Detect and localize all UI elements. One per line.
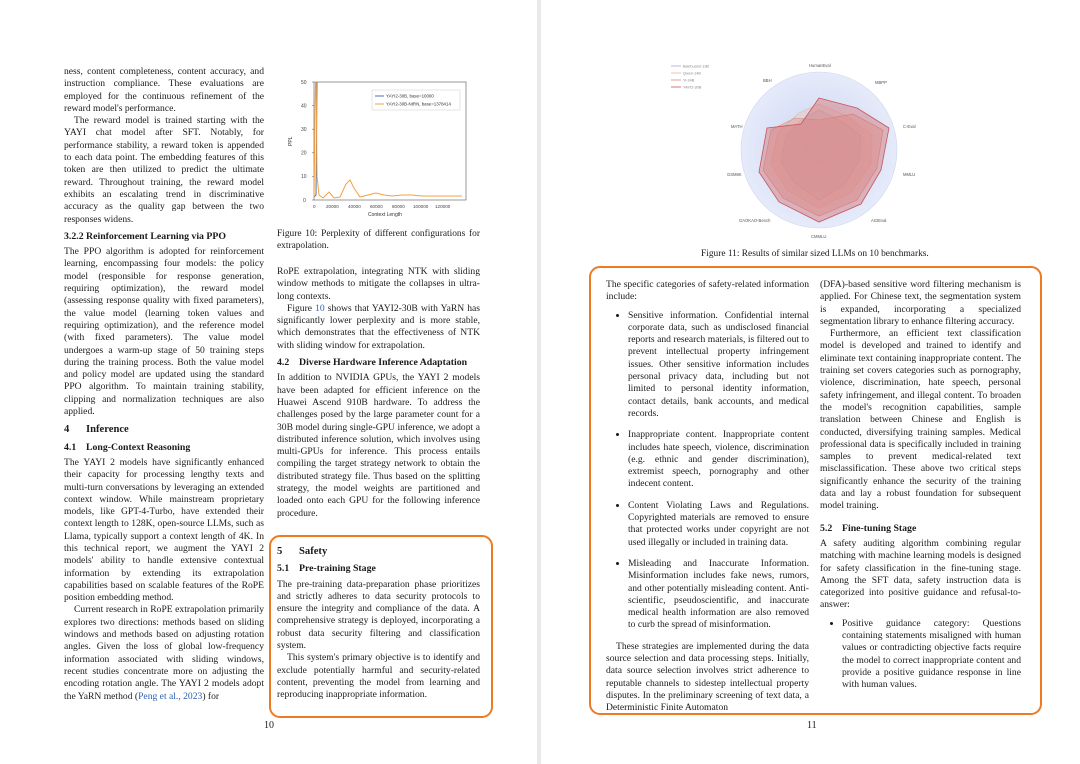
heading-4-2: 4.2 Diverse Hardware Inference Adaptation — [277, 357, 468, 369]
axis-cmmlu: CMMLU — [811, 234, 827, 239]
citation-link[interactable]: Peng et al., 2023 — [138, 690, 203, 702]
heading-5-2: 5.2 Fine-tuning Stage — [820, 522, 917, 534]
x-tick: 60000 — [370, 204, 383, 209]
highlight-box-safety — [269, 535, 493, 718]
x-tick: 100000 — [413, 204, 429, 209]
svg-text:Yi-34B: Yi-34B — [683, 78, 695, 83]
list-item: • Positive guidance category: Questions containing statements misaligned with human values or contradicting objective facts require the model to correct inappropriate content and provide a positive guidance response in line with human values. — [842, 618, 1021, 692]
figure-10 — [280, 76, 476, 226]
figure-11-caption: Figure 11: Results of similar sized LLMs on 10 benchmarks. — [701, 249, 929, 259]
axis-agieval: AGIEval — [871, 218, 887, 223]
list-item: • Inappropriate content. Inappropriate content includes hate speech, violence, discrimination (e.g. ethnic and gender discrimination), extremist speech, pornography and other indecent content. — [628, 429, 809, 490]
paragraph-rope: Current research in RoPE extrapolation primarily explores two directions: methods based on sliding windows and methods based on adjusting rotation angles. Given the loss of global low-frequency information associated with sliding windows, recent studies concentrate more on adjusting the encoding rotation angle. The YAYI 2 models adopt the YaRN method (Peng et al., 2023) for — [64, 604, 264, 702]
list-item: • Content Violating Laws and Regulations. Copyrighted materials are removed to ensure that protected works under copyright are not used illegally or included in training data. — [628, 500, 809, 549]
left-column-1 — [64, 66, 264, 703]
perplexity-chart — [280, 76, 476, 226]
page-number-10: 10 — [264, 720, 274, 731]
paragraph-ppo: The PPO algorithm is adopted for reinforcement learning, encompassing four models: the policy model (responsible for response generation, requiring optimization), the reward model (assessing response quality with fixed parameters), the value model (learning token values and requiring optimization), and the reference model (with fixed parameters). The value model undergoes a warm-up stage of 50 training steps during the training process. Both the value model and policy model are updated using the standard PPO algorithm. To maintain training stability, clipping and normalization techniques are also applied. — [64, 246, 264, 418]
svg-text:Baichuan2-13B: Baichuan2-13B — [683, 64, 709, 69]
list-item: • Misleading and Inaccurate Information. Misinformation includes fake news, rumors, and other potentially misleading content. Anti-scientific, pseudoscientific, and inaccurate medical health information are also removed to curb the spread of misinformation. — [628, 558, 809, 632]
x-tick: 80000 — [392, 204, 405, 209]
paragraph-figure-ref: Figure 10 shows that YAYI2-30B with YaRN has significantly lower perplexity and is more stable, which demonstrates that the effectiveness of NTK with sliding window for extrapolation. — [277, 302, 480, 351]
axis-gaokao: GAOKAO-Bench — [739, 218, 771, 223]
y-tick: 30 — [301, 127, 307, 133]
x-tick: 120000 — [435, 204, 451, 209]
paragraph-dfa: (DFA)-based sensitive word filtering mechanism is applied. For Chinese text, the segmentation system is expanded, incorporating a specialized segmentation library to enhance filtering accuracy. — [820, 279, 1021, 327]
y-tick: 0 — [303, 198, 306, 204]
heading-5-1: 5.1 Pre-training Stage — [277, 563, 376, 575]
svg-text:Qwen-14B: Qwen-14B — [683, 71, 701, 76]
axis-math: MATH — [731, 124, 743, 129]
page-left — [0, 0, 537, 764]
axis-mbpp: MBPP — [875, 80, 887, 85]
x-tick: 40000 — [348, 204, 361, 209]
paragraph-pretraining: The pre-training data-preparation phase prioritizes and strictly adheres to data security protocols to ensure the integrity and compliance of the data. A comprehensive strategy is deployed, incorporating a robust data security filtering and classification system. — [277, 578, 480, 652]
x-tick: 0 — [313, 204, 316, 209]
x-tick: 20000 — [326, 204, 339, 209]
heading-4-1: 4.1 Long-Context Reasoning — [64, 441, 191, 453]
x-axis-label: Context Length — [368, 212, 402, 218]
paragraph-categories-intro: The specific categories of safety-related information include: — [606, 279, 809, 303]
axis-bbh: BBH — [763, 78, 772, 83]
y-tick: 10 — [301, 174, 307, 180]
figure-11 — [661, 58, 961, 244]
axis-humaneval: HumanEval — [809, 63, 831, 68]
heading-safety: 5 Safety — [277, 546, 328, 557]
y-axis-label: PPL — [288, 136, 294, 146]
figure-ref-link[interactable]: 10 — [315, 302, 325, 314]
svg-text:YAYI2-30B: YAYI2-30B — [683, 85, 702, 90]
highlight-box-safety-categories — [589, 266, 1042, 715]
heading-3-2-2: 3.2.2 Reinforcement Learning via PPO — [64, 230, 226, 242]
paragraph-reward-eval: ness, content completeness, content accuracy, and instruction compliance. These evaluations are employed for the continuous refinement of the reward model's performance. — [64, 66, 264, 114]
axis-mmlu: MMLU — [903, 172, 916, 177]
list-item: • Sensitive information. Confidential internal corporate data, such as undisclosed financial reports and research materials, is filtered out to prevent intellectual property infringement issues. Other sensitive information includes personal privacy data, including but not limited to personal identity information, contact details, bank accounts, and medical records. — [628, 310, 809, 421]
axis-ceval: C-Eval — [903, 124, 916, 129]
paragraph-auditing: A safety auditing algorithm combining regular matching with machine learning models is designed for safety classification in the fine-tuning stage. Among the SFT data, safety instruction data is categorized into positive guidance and refusal-to-answer: — [820, 537, 1021, 611]
radar-chart — [661, 58, 961, 244]
legend-yarn: YAYI2-30B-NtRN, base=1378414 — [386, 101, 451, 107]
paragraph-reward-model: The reward model is trained starting with the YAYI chat model after SFT. Notably, for performance stability, a reward token is appended to each data point. The embedding features of this token are then utilized to predict the ultimate reward. Throughout training, the reward model exhibits an escalating trend in discriminative accuracy as the quality gap between the two responses widens. — [64, 115, 264, 225]
y-tick: 40 — [301, 103, 307, 110]
page-number-11: 11 — [807, 720, 817, 731]
paragraph-rope-cont: RoPE extrapolation, integrating NTK with sliding window methods to mitigate the collapses in ultra-long contexts. — [277, 266, 480, 302]
legend-base: YAYI2-30B, base=10000 — [386, 93, 434, 99]
page-right — [541, 0, 1080, 764]
paragraph-hardware: In addition to NVIDIA GPUs, the YAYI 2 models have been adapted for efficient inference on the Huawei Ascend 910B hardware. To address the challenges posed by the large parameter count for a 30B model during single-GPU inference, we adopt a distributed inference solution, which involves using multi-GPUs for inference. This process entails compiling the target strategy network to obtain the distributed strategy file. Thus based on the splitting strategy, the model weights are partitioned and loaded onto each GPU for the following inference procedure. — [277, 372, 480, 519]
paragraph-classification: Furthermore, an efficient text classification model is developed and trained to identify and eliminate text containing inappropriate content. The training set covers categories such as pornography, violence, discrimination, hate speech, personal safety infringement, and illegal content. To broaden the model's recognition capabilities, sample translation between Chinese and English is conducted, diversifying training samples. Medical professional data is specifically included in training samples to prevent medical-related text misclassification. These above two critical steps significantly enhance the security of the training data and lay a robust foundation for subsequent model training. — [820, 328, 1021, 512]
paragraph-system-objective: This system's primary objective is to identify and exclude potentially harmful and security-related content, preventing the model from learning and reproducing inappropriate information. — [277, 652, 480, 701]
figure-10-caption: Figure 10: Perplexity of different configurations for extrapolation. — [277, 229, 480, 251]
paragraph-strategies: These strategies are implemented during the data source selection and data processing steps. Initially, data source selection involves strict adherence to reputable channels to sidestep intellectual property disputes. In the preliminary screening of text data, a Deterministic Finite Automaton — [606, 640, 809, 714]
y-tick: 50 — [301, 80, 307, 86]
y-tick: 20 — [301, 150, 307, 157]
left-column-2 — [277, 266, 480, 520]
axis-gsm8k: GSM8K — [727, 172, 742, 177]
radar-legend — [671, 65, 709, 90]
paragraph-long-context: The YAYI 2 models have significantly enhanced their capacity for processing lengthy texts and multi-turn conversations by leveraging an extended context window. While mainstream proprietary models, like GPT-4-Turbo, have extended their context length to 128K, open-source LLMs, such as Llama, typically support a context length of 4K. In this technical report, we augment the YAYI 2 models' ability to handle extensive contextual information by extending its extrapolation capabilities based on scalable features of the RoPE position embedding method. — [64, 456, 264, 604]
heading-inference: 4 Inference — [64, 424, 129, 436]
